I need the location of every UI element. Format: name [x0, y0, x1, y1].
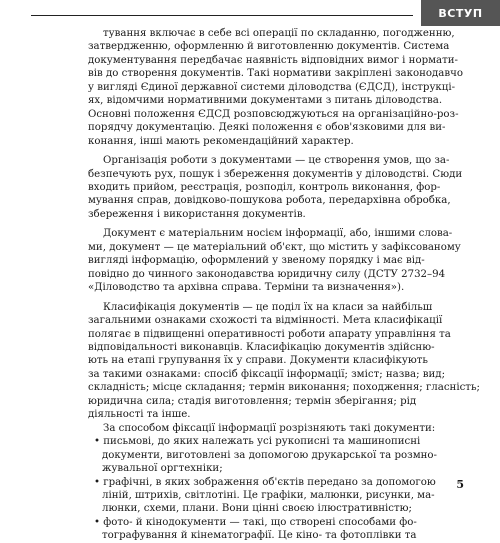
text-line: вів до створення документів. Такі нормативи закріплені законодавчо [88, 68, 463, 80]
text-line: конання, інші мають рекомендаційний характер. [88, 135, 354, 147]
paragraph [88, 227, 461, 294]
text-line: мування справ, довідково-пошукова робота, передархівна обробка, [88, 195, 451, 207]
text-line: За способом фіксації інформації розрізняють такі документи: [103, 422, 436, 434]
text-line: складність; місце складання; термін виконання; походження; гласність; [88, 382, 480, 394]
bullet-item [88, 476, 436, 516]
text-line: • графічні, в яких зображення об'єктів передано за допомогою [94, 476, 436, 488]
text-line: повідно до чинного законодавства юридичну силу (ДСТУ 2732–94 [88, 268, 446, 280]
text-line: тування включає в себе всі операції по складанню, погодженню, [103, 28, 455, 39]
text-line: за такими ознаками: спосіб фіксації інформації; зміст; назва; вид; [88, 368, 446, 380]
bullet-item [88, 516, 417, 543]
paragraph [88, 154, 463, 221]
text-line: тографування й кінематографії. Це кіно- та фотоплівки та [102, 530, 417, 542]
text-line: жувальної оргтехніки; [102, 463, 223, 475]
text-line: • фото- й кінодокументи — такі, що створені способами фо- [94, 516, 417, 528]
text-line: діяльності та інше. [88, 409, 191, 421]
text-line: ють на етапі групування їх у справи. Документи класифікують [88, 355, 428, 367]
text-line: документи, виготовлені за допомогою друкарської та розмно- [102, 449, 437, 461]
text-line: входить прийом, реєстрація, розподіл, контроль виконання, фор- [88, 181, 441, 193]
text-line: Класифікація документів — це поділ їх на класи за найбільш [103, 301, 433, 313]
text-line: порядчу документацію. Деякі положення є обов'язковими для ви- [88, 122, 446, 134]
text-line: юридична сила; стадія виготовлення; термін зберігання; рід [88, 395, 417, 407]
text-line: ліній, штрихів, світлотіні. Це графіки, малюнки, рисунки, ма- [102, 489, 435, 501]
text-line: Документ є матеріальним носієм інформації, або, іншими слова- [103, 228, 453, 240]
text-line: ми, документ — це матеріальний об'єкт, що містить у зафіксованому [88, 241, 461, 253]
paragraph [88, 422, 436, 435]
page-number: 5 [456, 478, 464, 491]
text-line: безпечують рух, пошук і збереження документів у діловодстві. Сюди [88, 168, 463, 180]
page-body [88, 27, 480, 543]
text-line: збереження і використання документів. [88, 208, 306, 220]
text-line: Основні положення ЄДСД розповсюджуються на організаційно-роз- [88, 108, 459, 120]
text-line: документування передбачає наявність відповідних вимог і нормати- [88, 54, 458, 66]
section-title-tab: ВСТУП [421, 0, 500, 26]
bullet-item [88, 435, 437, 475]
header-rule [31, 15, 413, 16]
text-line: Організація роботи з документами — це створення умов, що за- [103, 155, 450, 167]
text-line: відповідальності виконавців. Класифікацію документів здійсню- [88, 341, 435, 353]
text-line: «Діловодство та архівна справа. Терміни та визначення»). [88, 282, 405, 294]
text-line: люнки, схеми, плани. Вони цінні своєю ілюстративністю; [102, 503, 412, 515]
text-line: • письмові, до яких належать усі рукописні та машинописні [94, 436, 421, 448]
text-line: вигляді інформацію, оформлений у звеному порядку і має від- [88, 255, 425, 267]
text-line: загальними ознаками схожості та відмінності. Мета класифікації [88, 315, 443, 327]
text-line: у вигляді Єдиної державної системи діловодства (ЄДСД), інструкці- [88, 81, 456, 93]
text-line: затвердженню, оформленню й виготовленню документів. Система [88, 41, 450, 53]
paragraph [88, 27, 463, 148]
text-line: полягає в підвищенні оперативності роботи апарату управління та [88, 328, 451, 340]
paragraph [88, 301, 480, 422]
text-line: ях, відомчими нормативними документами з питань діловодства. [88, 95, 443, 107]
